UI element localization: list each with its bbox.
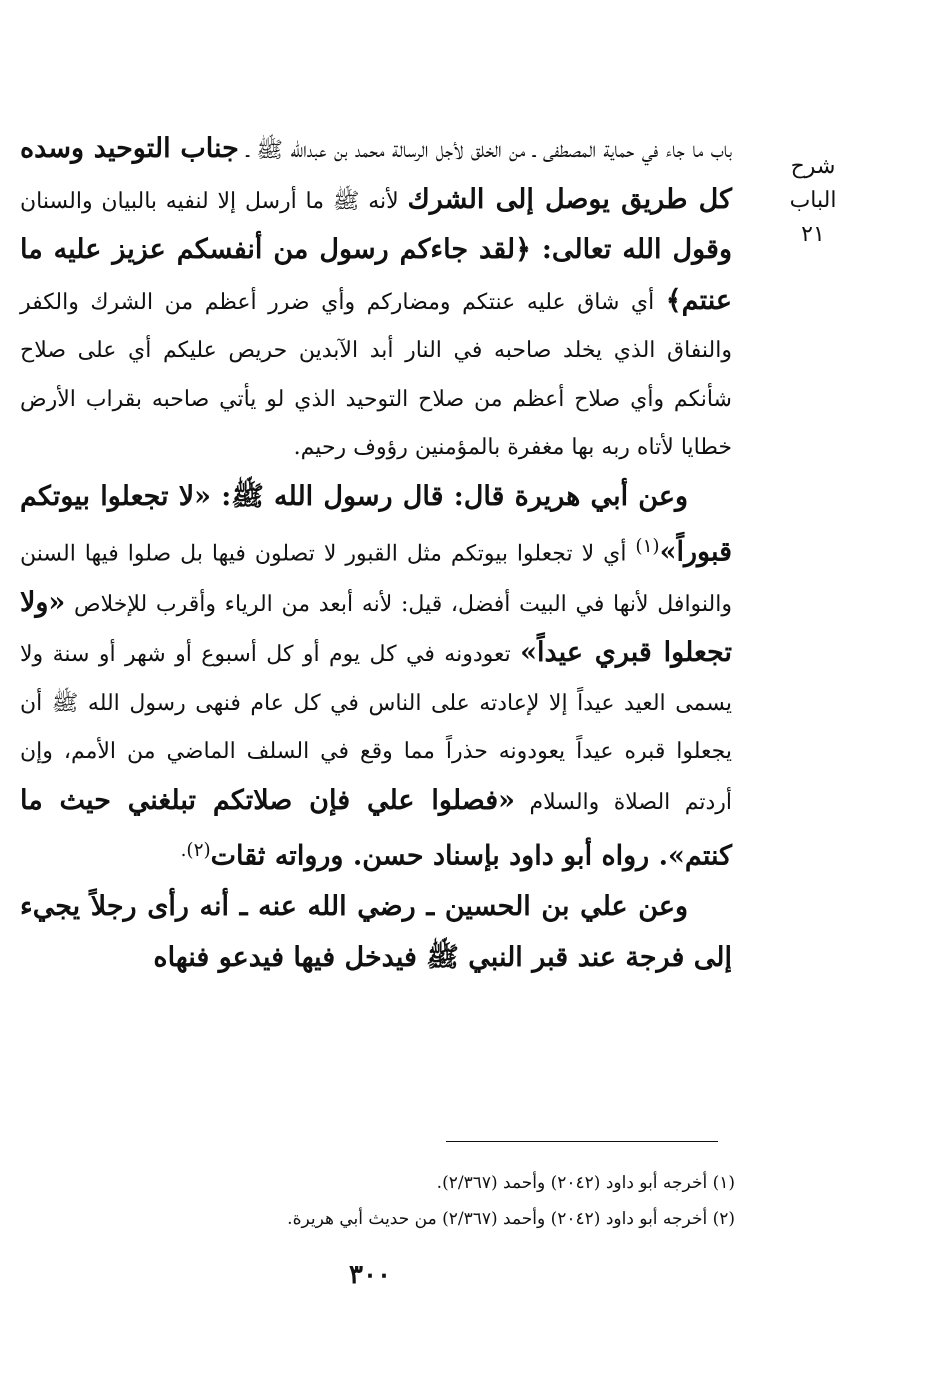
page-number: ٣٠٠ bbox=[349, 1260, 391, 1290]
text-segment: أي لا تجعلوا بيوتكم مثل القبور لا تصلون فيها بل صلوا فيها السنن والنوافل لأنها في البيت أفضل، قيل: لأنه أبعد من الرياء وأقرب للإخلاص bbox=[20, 541, 732, 617]
footnotes bbox=[120, 1165, 735, 1237]
main-text bbox=[20, 125, 732, 984]
text-segment: تعودونه في كل يوم أو كل أسبوع أو شهر أو سنة ولا يسمى العيد عيداً إلا لإعادته على الناس في كل عام فنهى رسول الله ﷺ أن يجعلوا قبره عيداً يعودونه حذراً مما وقع في السلف الماضي من الأمم، وإن أردتم الصلاة والسلام bbox=[20, 642, 733, 815]
text-segment: لأنه ﷺ ما أرسل إلا لنفيه بالبيان والسنان bbox=[20, 188, 408, 214]
margin-note bbox=[768, 150, 858, 252]
footnote-ref: (١) bbox=[635, 536, 660, 557]
paragraph-2 bbox=[20, 473, 732, 884]
text-segment-bold: «فصلوا علي فإن صلاتكم تبلغني حيث ما كنتم». رواه أبو داود بإسناد حسن. ورواته ثقات bbox=[20, 784, 732, 872]
margin-note-number: ٢١ bbox=[801, 222, 825, 247]
text-segment-bold: وعن علي بن الحسين ـ رضي الله عنه ـ أنه رأى رجلاً يجيء إلى فرجة عند قبر النبي ﷺ فيدخل فيها فيدعو فنهاه bbox=[20, 891, 732, 973]
text-segment: باب ما جاء في حماية المصطفى ـ من الخلق لأجل الرسالة محمد بن عبدالله ﷺ ـ bbox=[238, 138, 732, 163]
footnote-divider bbox=[446, 1141, 718, 1142]
text-segment-bold: وعن أبي هريرة قال: قال رسول الله ﷺ: «لا تجعلوا بيوتكم قبوراً» bbox=[20, 480, 732, 568]
paragraph-3 bbox=[20, 883, 732, 984]
footnote-1: (١) أخرجه أبو داود (٢٠٤٢) وأحمد (٢/٣٦٧). bbox=[436, 1173, 735, 1193]
footnote-2: (٢) أخرجه أبو داود (٢٠٤٢) وأحمد (٢/٣٦٧) من حديث أبي هريرة. bbox=[287, 1209, 735, 1229]
footnote-ref: (٢). bbox=[180, 840, 211, 862]
text-segment: أي شاق عليه عنتكم ومضاركم وأي ضرر أعظم من الشرك والكفر والنفاق الذي يخلد صاحبه في النار أبد الآبدين حريص عليكم أي على صلاح شأنكم وأي صلاح أعظم من صلاح التوحيد الذي لو يأتي صاحبه بقراب الأرض خطايا لأتاه ربه بها مغفرة بالمؤمنين رؤوف رحيم. bbox=[20, 289, 732, 460]
paragraph-1 bbox=[20, 125, 732, 473]
text-segment-bold: وقول الله تعالى: ﴿لقد جاءكم رسول من أنفسكم عزيز عليه ما عنتم﴾ bbox=[20, 234, 733, 316]
text-segment-bold: «ولا تجعلوا قبري عيداً» bbox=[20, 586, 732, 669]
margin-note-title: شرح الباب bbox=[789, 154, 837, 213]
text-segment-bold: جناب التوحيد وسده كل طريق يوصل إلى الشرك bbox=[20, 133, 732, 215]
